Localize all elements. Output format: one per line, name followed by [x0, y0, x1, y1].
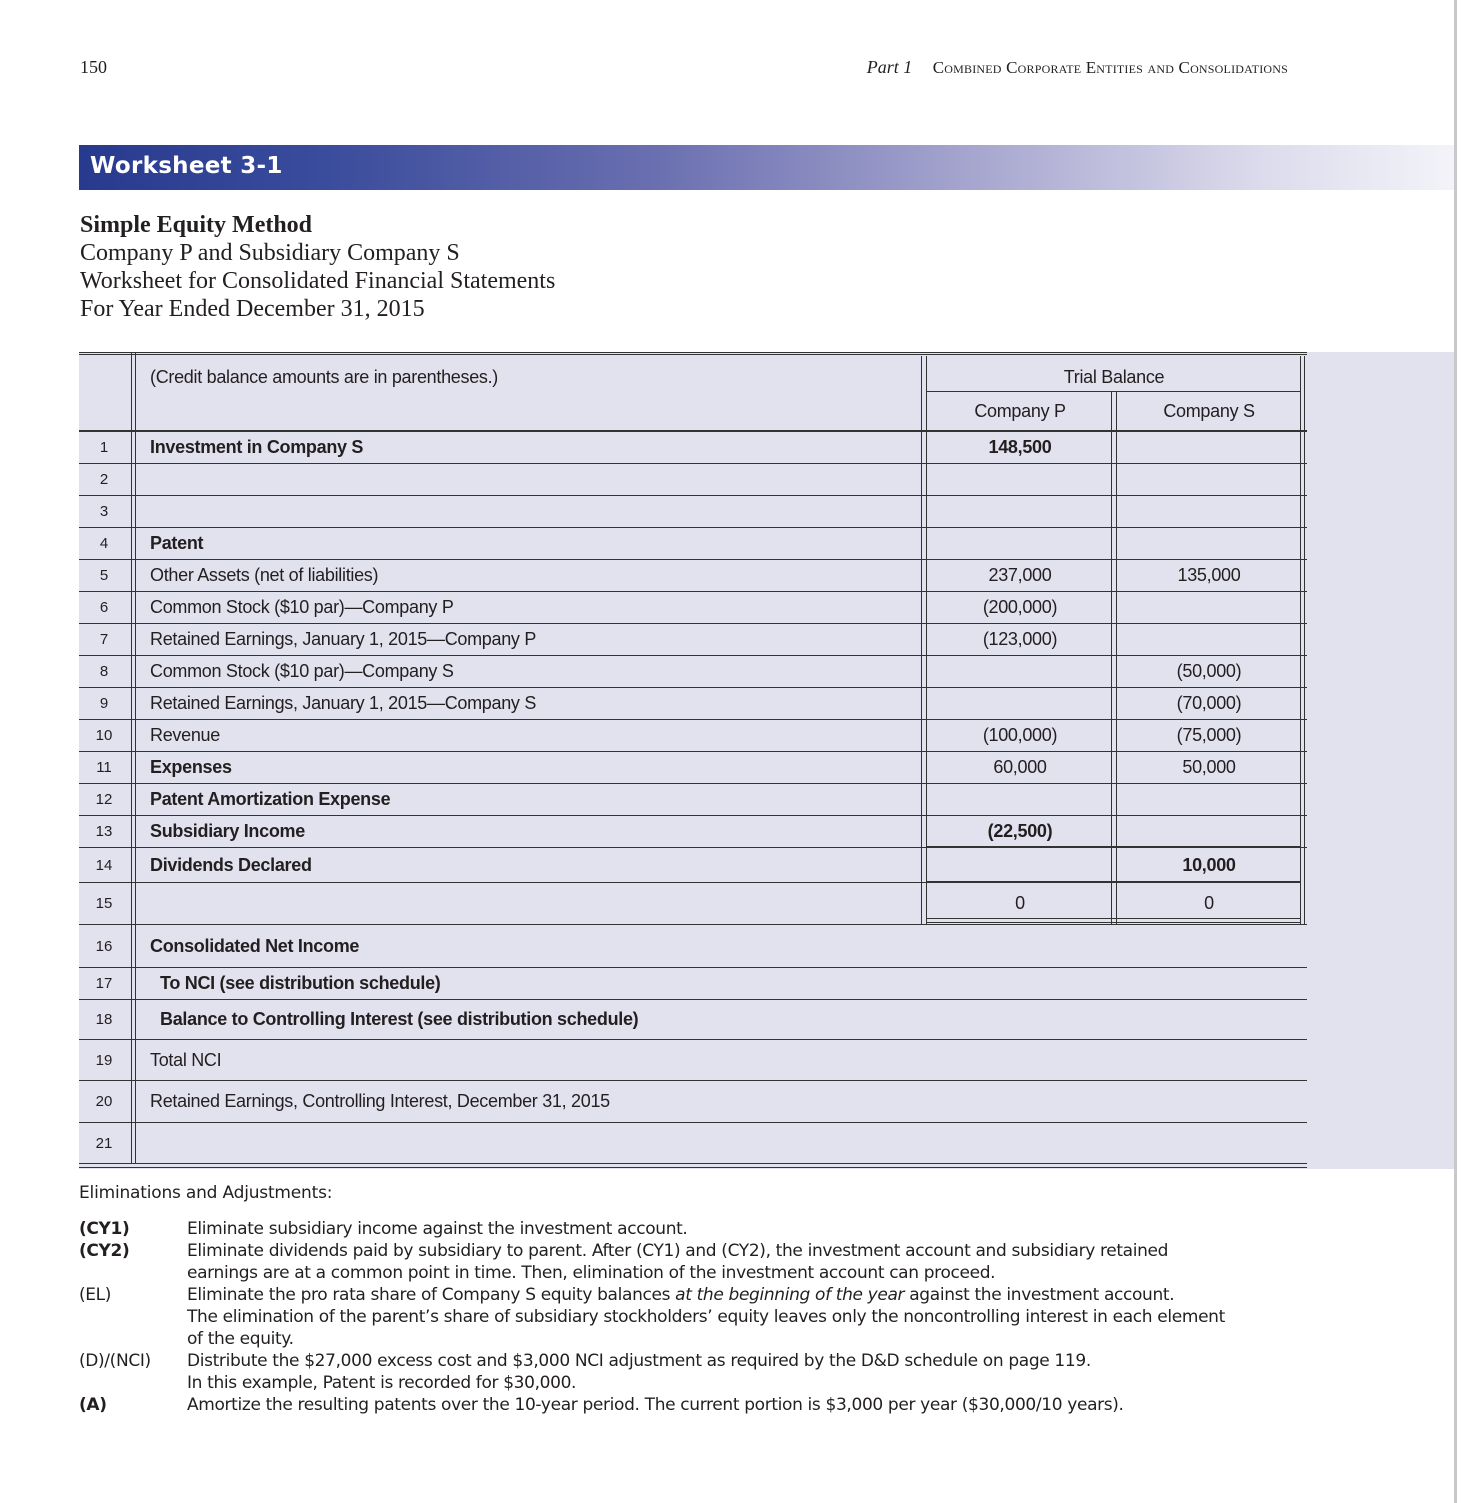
- row-label: Balance to Controlling Interest (see distribution schedule): [160, 1009, 639, 1029]
- note-line: In this example, Patent is recorded for $30,000.: [187, 1373, 577, 1393]
- company-s-value: (70,000): [1176, 693, 1242, 713]
- row-number: 18: [95, 1011, 113, 1028]
- heading-line-3: For Year Ended December 31, 2015: [80, 296, 425, 322]
- eliminations-notes: [79, 1183, 1379, 1416]
- row-number: 8: [99, 663, 109, 680]
- note-code: (EL): [79, 1285, 112, 1305]
- note-el: [79, 1284, 1379, 1350]
- company-s-value: (50,000): [1176, 661, 1242, 681]
- row-number: 21: [95, 1135, 113, 1152]
- company-p-value: (100,000): [982, 725, 1058, 745]
- company-s-value: 135,000: [1177, 565, 1241, 585]
- note-cy1: [79, 1218, 1379, 1240]
- row-number: 20: [95, 1093, 113, 1110]
- row-number: 3: [99, 503, 109, 520]
- company-p-value: 237,000: [988, 565, 1052, 585]
- row-label: Common Stock ($10 par)—Company P: [150, 597, 454, 617]
- row-label: Retained Earnings, January 1, 2015—Company P: [150, 629, 537, 649]
- note-text: against the investment account.: [904, 1285, 1175, 1305]
- note-line: of the equity.: [187, 1329, 294, 1349]
- company-p-value: 148,500: [988, 437, 1052, 457]
- note-line: earnings are at a common point in time. Then, elimination of the investment account can proceed.: [187, 1263, 996, 1283]
- note-text: Eliminate the pro rata share of Company S equity balances: [187, 1285, 676, 1305]
- row-label: Retained Earnings, January 1, 2015—Company S: [150, 693, 537, 713]
- trial-balance-header: Trial Balance: [1063, 367, 1165, 387]
- page-edge-rule: [1454, 0, 1457, 1503]
- note-code: (CY1): [79, 1219, 130, 1239]
- row-label: To NCI (see distribution schedule): [160, 973, 441, 993]
- note-line: Distribute the $27,000 excess cost and $3,000 NCI adjustment as required by the D&D schedule on page 119.: [187, 1351, 1091, 1371]
- note-line: Eliminate subsidiary income against the investment account.: [187, 1219, 688, 1239]
- row-number: 1: [99, 439, 109, 456]
- worksheet-banner-label: Worksheet 3-1: [90, 153, 283, 179]
- note-code: (A): [79, 1395, 107, 1415]
- row-label: Other Assets (net of liabilities): [150, 565, 379, 585]
- heading-method: Simple Equity Method: [80, 212, 313, 238]
- row-number: 11: [96, 759, 112, 776]
- note-line: The elimination of the parent’s share of subsidiary stockholders’ equity leaves only the noncontrolling interest in each element: [187, 1307, 1225, 1327]
- row-number: 13: [95, 823, 113, 840]
- note-line: [187, 1284, 1379, 1306]
- row-label: Subsidiary Income: [150, 821, 305, 841]
- row-label: Patent Amortization Expense: [150, 789, 391, 809]
- notes-heading: Eliminations and Adjustments:: [79, 1183, 333, 1203]
- row-number: 10: [95, 727, 113, 744]
- row-label: Retained Earnings, Controlling Interest, December 31, 2015: [150, 1091, 610, 1111]
- row-label: Total NCI: [150, 1050, 222, 1070]
- row-label: Dividends Declared: [150, 855, 312, 875]
- company-p-value: 0: [1015, 893, 1025, 913]
- note-code: (D)/(NCI): [79, 1351, 151, 1371]
- worksheet-banner: [79, 145, 1454, 190]
- company-s-value: 0: [1204, 893, 1214, 913]
- company-p-value: (123,000): [982, 629, 1058, 649]
- row-label: Patent: [150, 533, 204, 553]
- company-s-header: Company S: [1163, 401, 1255, 421]
- company-p-header: Company P: [974, 401, 1066, 421]
- row-number: 7: [99, 631, 109, 648]
- row-number: 9: [99, 695, 109, 712]
- company-p-value: 60,000: [993, 757, 1047, 777]
- company-p-value: (200,000): [982, 597, 1058, 617]
- running-head-title: Combined Corporate Entities and Consolidations: [932, 58, 1288, 77]
- row-number: 6: [99, 599, 109, 616]
- row-label: Common Stock ($10 par)—Company S: [150, 661, 454, 681]
- row-number: 16: [95, 938, 113, 955]
- row-number: 4: [99, 535, 109, 552]
- row-number: 15: [95, 895, 113, 912]
- row-number: 5: [99, 567, 109, 584]
- note-emphasis: at the beginning of the year: [675, 1285, 905, 1305]
- note-cy2: [79, 1240, 1379, 1284]
- row-label: Investment in Company S: [150, 437, 364, 457]
- row-number: 19: [95, 1052, 113, 1069]
- row-number: 2: [99, 471, 109, 488]
- note-a: [79, 1394, 1379, 1416]
- note-code: (CY2): [79, 1241, 130, 1261]
- row-label: Revenue: [150, 725, 220, 745]
- company-s-value: (75,000): [1176, 725, 1242, 745]
- page-number: 150: [80, 57, 107, 77]
- row-label: Expenses: [150, 757, 232, 777]
- heading-line-2: Worksheet for Consolidated Financial Statements: [80, 268, 556, 294]
- row-label: Consolidated Net Income: [150, 936, 360, 956]
- row-number: 12: [95, 791, 113, 808]
- row-number: 14: [95, 857, 113, 874]
- note-line: Eliminate dividends paid by subsidiary to parent. After (CY1) and (CY2), the investment account and subsidiary retained: [187, 1241, 1169, 1261]
- note-line: Amortize the resulting patents over the 10-year period. The current portion is $3,000 per year ($30,000/10 years).: [187, 1395, 1124, 1415]
- table-caption: (Credit balance amounts are in parentheses.): [150, 367, 498, 387]
- running-head-part: Part 1: [866, 57, 913, 77]
- row-number: 17: [95, 975, 113, 992]
- note-d-nci: [79, 1350, 1379, 1394]
- running-head: [867, 57, 1288, 78]
- company-p-value: (22,500): [987, 821, 1053, 841]
- heading-line-1: Company P and Subsidiary Company S: [80, 240, 460, 266]
- company-s-value: 50,000: [1182, 757, 1236, 777]
- company-s-value: 10,000: [1182, 855, 1236, 875]
- worksheet-heading: [80, 211, 555, 323]
